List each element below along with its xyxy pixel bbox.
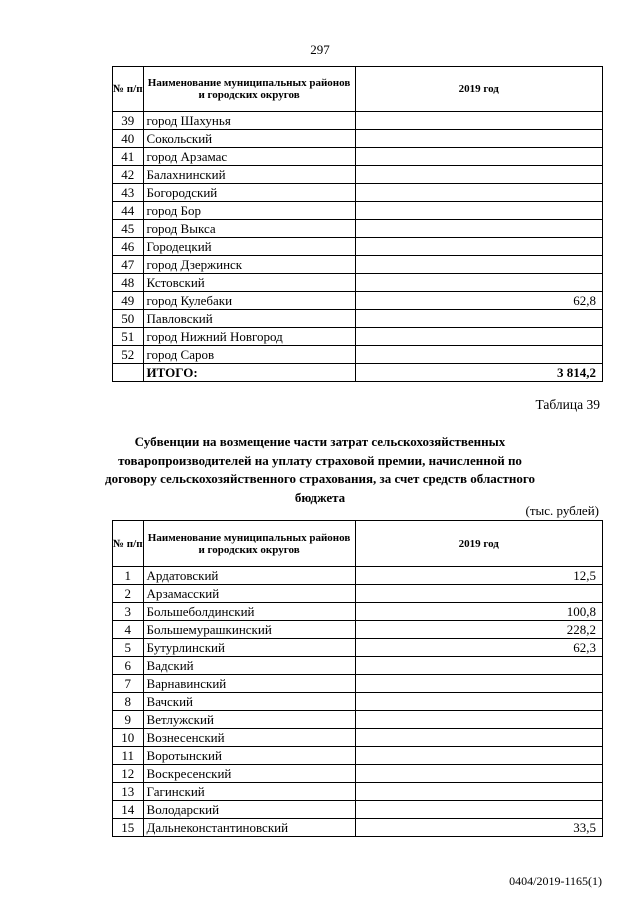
row-value-cell [355,310,602,328]
row-number-cell: 40 [113,130,144,148]
row-name-cell: Арзамасский [143,585,355,603]
row-value-cell: 100,8 [355,603,602,621]
row-number-cell: 7 [113,675,144,693]
row-value-cell [355,783,602,801]
row-name-cell: Балахнинский [143,166,355,184]
row-name-cell: Большемурашкинский [143,621,355,639]
column-header-year: 2019 год [355,521,602,567]
table-row [113,801,603,819]
row-number-cell: 14 [113,801,144,819]
row-number-cell: 12 [113,765,144,783]
row-number-cell: 1 [113,567,144,585]
table-row [113,675,603,693]
row-number-cell: 45 [113,220,144,238]
row-name-cell: Вознесенский [143,729,355,747]
row-value-cell [355,184,602,202]
table-row [113,256,603,274]
row-name-cell: Воротынский [143,747,355,765]
row-number-cell: 44 [113,202,144,220]
row-value-cell [355,675,602,693]
row-name-cell: город Арзамас [143,148,355,166]
row-number-cell: 49 [113,292,144,310]
table-row [113,747,603,765]
row-value-cell [355,747,602,765]
row-name-cell: Богородский [143,184,355,202]
table-row [113,148,603,166]
row-name-cell: город Бор [143,202,355,220]
row-name-cell: город Шахунья [143,112,355,130]
row-number-cell: 13 [113,783,144,801]
row-name-cell: город Нижний Новгород [143,328,355,346]
row-name-cell: Варнавинский [143,675,355,693]
total-number-cell [113,364,144,382]
row-value-cell [355,585,602,603]
table-title: Субвенции на возмещение части затрат сельскохозяйственных товаропроизводителей на уплату страховой премии, начисленной по договору сельскохозяйственного страхования, за счет средств областного бюджета [105,434,535,505]
row-number-cell: 46 [113,238,144,256]
table-row [113,184,603,202]
table-caption: Таблица 39 [535,397,600,412]
row-value-cell: 228,2 [355,621,602,639]
row-value-cell [355,112,602,130]
table-row [113,567,603,585]
row-value-cell [355,166,602,184]
row-value-cell [355,256,602,274]
table-row [113,585,603,603]
row-value-cell [355,693,602,711]
column-header-name: Наименование муниципальных районов и городских округов [143,67,355,112]
row-value-cell [355,801,602,819]
table-row [113,310,603,328]
page-number: 297 [310,42,330,57]
row-number-cell: 41 [113,148,144,166]
row-number-cell: 52 [113,346,144,364]
row-number-cell: 9 [113,711,144,729]
row-number-cell: 39 [113,112,144,130]
row-name-cell: Дальнеконстантиновский [143,819,355,837]
row-name-cell: Воскресенский [143,765,355,783]
row-value-cell [355,148,602,166]
table-row [113,729,603,747]
row-number-cell: 5 [113,639,144,657]
row-name-cell: Павловский [143,310,355,328]
row-name-cell: Бутурлинский [143,639,355,657]
row-number-cell: 43 [113,184,144,202]
table-row [113,220,603,238]
table-row [113,166,603,184]
row-value-cell [355,328,602,346]
table-row [113,112,603,130]
row-number-cell: 42 [113,166,144,184]
row-name-cell: город Кулебаки [143,292,355,310]
row-number-cell: 47 [113,256,144,274]
row-number-cell: 3 [113,603,144,621]
column-header-number: № п/п [113,521,144,567]
row-value-cell: 62,3 [355,639,602,657]
row-value-cell [355,130,602,148]
column-header-name: Наименование муниципальных районов и городских округов [143,521,355,567]
total-value: 3 814,2 [355,364,602,382]
row-value-cell [355,220,602,238]
row-value-cell [355,274,602,292]
table-row [113,639,603,657]
row-number-cell: 6 [113,657,144,675]
table-row [113,274,603,292]
table-row [113,292,603,310]
municipal-table-continued [112,66,603,382]
table-row [113,603,603,621]
row-value-cell [355,346,602,364]
row-name-cell: Гагинский [143,783,355,801]
row-number-cell: 51 [113,328,144,346]
table-header-row [113,67,603,112]
row-number-cell: 8 [113,693,144,711]
row-number-cell: 10 [113,729,144,747]
row-name-cell: город Дзержинск [143,256,355,274]
table-row [113,238,603,256]
subsidy-table [112,520,603,837]
row-number-cell: 15 [113,819,144,837]
row-name-cell: Вачский [143,693,355,711]
row-value-cell: 62,8 [355,292,602,310]
row-name-cell: Ардатовский [143,567,355,585]
row-name-cell: город Выкса [143,220,355,238]
row-value-cell: 33,5 [355,819,602,837]
row-number-cell: 4 [113,621,144,639]
table-header-row [113,521,603,567]
table-row [113,202,603,220]
table-row [113,346,603,364]
row-value-cell [355,711,602,729]
row-name-cell: Кстовский [143,274,355,292]
row-number-cell: 50 [113,310,144,328]
table-row [113,765,603,783]
table-row [113,621,603,639]
table-row [113,711,603,729]
row-value-cell: 12,5 [355,567,602,585]
row-name-cell: Вадский [143,657,355,675]
table-row [113,783,603,801]
row-number-cell: 2 [113,585,144,603]
table-row [113,819,603,837]
row-name-cell: Володарский [143,801,355,819]
row-number-cell: 48 [113,274,144,292]
table-row [113,328,603,346]
row-name-cell: Ветлужский [143,711,355,729]
row-value-cell [355,729,602,747]
row-name-cell: город Саров [143,346,355,364]
total-row [113,364,603,382]
row-value-cell [355,657,602,675]
total-label: ИТОГО: [143,364,355,382]
row-name-cell: Сокольский [143,130,355,148]
table-row [113,130,603,148]
document-code: 0404/2019-1165(1) [509,874,602,888]
row-value-cell [355,238,602,256]
row-name-cell: Городецкий [143,238,355,256]
units-note: (тыс. рублей) [525,503,599,518]
table-row [113,657,603,675]
column-header-number: № п/п [113,67,144,112]
row-value-cell [355,202,602,220]
column-header-year: 2019 год [355,67,602,112]
row-value-cell [355,765,602,783]
row-number-cell: 11 [113,747,144,765]
table-row [113,693,603,711]
row-name-cell: Большеболдинский [143,603,355,621]
